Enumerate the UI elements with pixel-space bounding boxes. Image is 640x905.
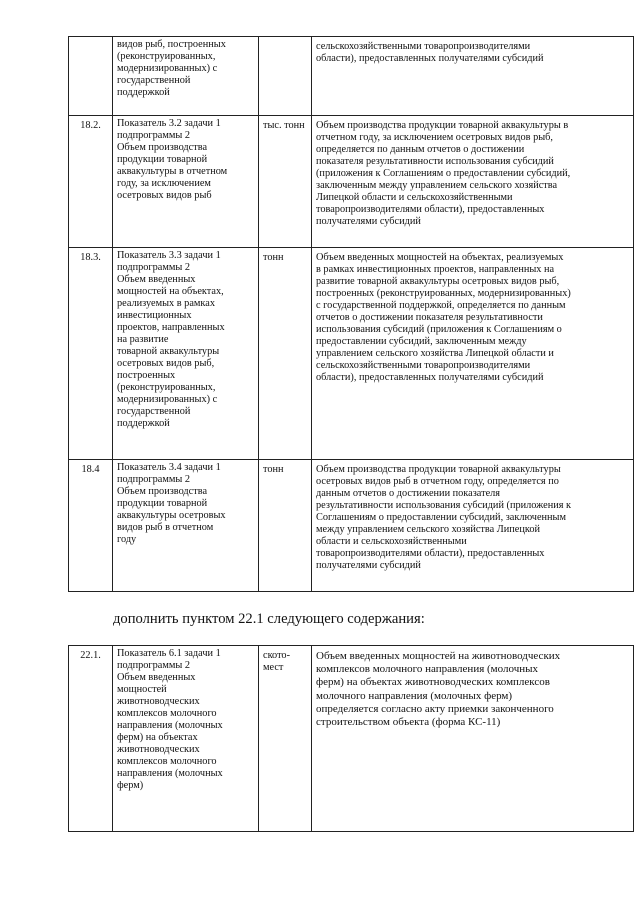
indicator-line: подпрограммы 2 [117,474,191,485]
indicator-line: направления (молочных [117,720,223,731]
description-line: области), предоставленных получателями субсидий [316,372,544,383]
description-line: (приложения к Соглашениям о предоставлении субсидий, [316,168,571,179]
indicator-line: товарной аквакультуры [117,346,220,357]
description-line: Объем введенных мощностей на объектах, реализуемых [316,252,564,263]
description-line: строительством объекта (форма КС-11) [316,716,501,729]
description-line: товаропроизводителями области), предоставленных [316,204,545,215]
description-line: Соглашениям о предоставлении субсидий, заключенным [316,512,566,523]
unit-cell: ското-мест [259,646,312,832]
indicator-line: поддержкой [117,87,170,98]
indicator-line: продукции товарной [117,154,208,165]
indicator-line: осетровых видов рыб [117,190,212,201]
description-line: управлением сельского хозяйства Липецкой области и [316,348,554,359]
indicator-line: осетровых видов рыб, [117,358,215,369]
description-line: предоставлении субсидий, заключенным между [316,336,527,347]
indicator-cell [113,116,259,248]
description-line: Объем производства продукции товарной аквакультуры в [316,120,569,131]
indicator-line: государственной [117,406,191,417]
indicator-line: комплексов молочного [117,708,217,719]
description-line: развитие товарной аквакультуры осетровых видов рыб, [316,276,560,287]
description-line: получателями субсидий [316,560,421,571]
indicator-line: построенных [117,370,176,381]
indicator-line: Показатель 3.4 задачи 1 [117,462,221,473]
indicators-table-bottom [68,645,634,832]
description-line: в рамках инвестиционных проектов, направленных на [316,264,555,275]
description-line: отчетном году, за исключением осетровых видов рыб, [316,132,553,143]
description-line: показателя результативности использования субсидий [316,156,554,167]
indicator-line: ферм) на объектах [117,732,198,743]
unit-cell: тонн [259,248,312,460]
row-number: 18.2. [69,116,113,248]
indicator-line: инвестиционных [117,310,192,321]
description-line: товаропроизводителями области), предоставленных [316,548,545,559]
indicator-line: (реконструированных, [117,382,216,393]
amendment-instruction: дополнить пунктом 22.1 следующего содержания: [113,611,425,627]
indicator-line: продукции товарной [117,498,208,509]
indicator-line: животноводческих [117,744,200,755]
indicator-line: модернизированных) с [117,63,218,74]
description-line: сельскохозяйственными товаропроизводителями [316,41,531,52]
indicator-cell [113,37,259,116]
description-line: результативности использования субсидий (приложения к [316,500,572,511]
description-line: отчетов о достижении показателя результативности [316,312,543,323]
description-line: с государственной поддержкой, определяется по данным [316,300,566,311]
indicator-cell [113,248,259,460]
table-row [69,37,634,116]
table-row [69,460,634,592]
indicator-line: Показатель 6.1 задачи 1 [117,648,221,659]
description-line: определяется по данным отчетов о достижении [316,144,525,155]
indicator-line: на развитие [117,334,169,345]
description-line: построенных (реконструированных, модернизированных) [316,288,571,299]
indicator-line: (реконструированных, [117,51,216,62]
indicator-line: мощностей на объектах, [117,286,224,297]
description-line: Липецкой области и сельскохозяйственными [316,192,513,203]
indicator-line: Объем введенных [117,274,196,285]
description-line: Объем производства продукции товарной аквакультуры [316,464,561,475]
description-line: молочного направления (молочных ферм) [316,689,513,702]
unit-cell: тыс. тонн [259,116,312,248]
row-number [69,37,113,116]
description-line: области и сельскохозяйственными [316,536,467,547]
indicator-line: реализуемых в рамках [117,298,215,309]
row-number: 18.4 [69,460,113,592]
row-number: 18.3. [69,248,113,460]
indicator-line: направления (молочных [117,768,223,779]
indicator-line: проектов, направленных [117,322,225,333]
table-row [69,248,634,460]
description-cell [312,646,634,832]
indicator-line: подпрограммы 2 [117,262,191,273]
description-line: сельскохозяйственными товаропроизводителями [316,360,531,371]
indicator-line: Объем введенных [117,672,196,683]
indicator-line: Объем производства [117,142,208,153]
indicators-table-top [68,36,634,592]
description-line: Объем введенных мощностей на животноводческих [316,650,561,662]
description-line: осетровых видов рыб в отчетном году, определяется по [316,476,559,487]
indicator-line: поддержкой [117,418,170,429]
indicator-line: году [117,534,137,545]
indicator-cell [113,646,259,832]
description-line: области), предоставленных получателями субсидий [316,53,544,64]
indicator-line: ферм) [117,780,144,791]
description-line: между управлением сельского хозяйства Липецкой [316,524,541,535]
row-number: 22.1. [69,646,113,832]
table-row [69,646,634,832]
indicator-line: Показатель 3.3 задачи 1 [117,250,221,261]
description-line: получателями субсидий [316,216,421,227]
description-line: данным отчетов о достижении показателя [316,488,501,499]
description-line: использования субсидий (приложения к Соглашениям о [316,324,562,335]
description-cell [312,248,634,460]
indicator-line: государственной [117,75,191,86]
indicator-line: Объем производства [117,486,208,497]
indicator-line: видов рыб в отчетном [117,522,214,533]
indicator-cell [113,460,259,592]
table-row [69,116,634,248]
indicator-line: подпрограммы 2 [117,660,191,671]
indicator-line: видов рыб, построенных [117,39,226,50]
description-line: комплексов молочного направления (молочных [316,663,539,676]
indicator-line: аквакультуры осетровых [117,510,226,521]
description-cell [312,37,634,116]
description-cell [312,460,634,592]
indicator-line: комплексов молочного [117,756,217,767]
indicator-line: животноводческих [117,696,200,707]
indicator-line: модернизированных) с [117,394,218,405]
description-cell [312,116,634,248]
description-line: ферм) на объектах животноводческих комплексов [316,676,550,689]
indicator-line: аквакультуры в отчетном [117,166,228,177]
indicator-line: году, за исключением [117,178,211,189]
indicator-line: Показатель 3.2 задачи 1 [117,118,221,129]
unit-cell [259,37,312,116]
description-line: заключенным между управлением сельского хозяйства [316,180,558,191]
indicator-line: подпрограммы 2 [117,130,191,141]
indicator-line: мощностей [117,684,167,695]
unit-cell: тонн [259,460,312,592]
description-line: определяется согласно акту приемки законченного [316,702,554,715]
